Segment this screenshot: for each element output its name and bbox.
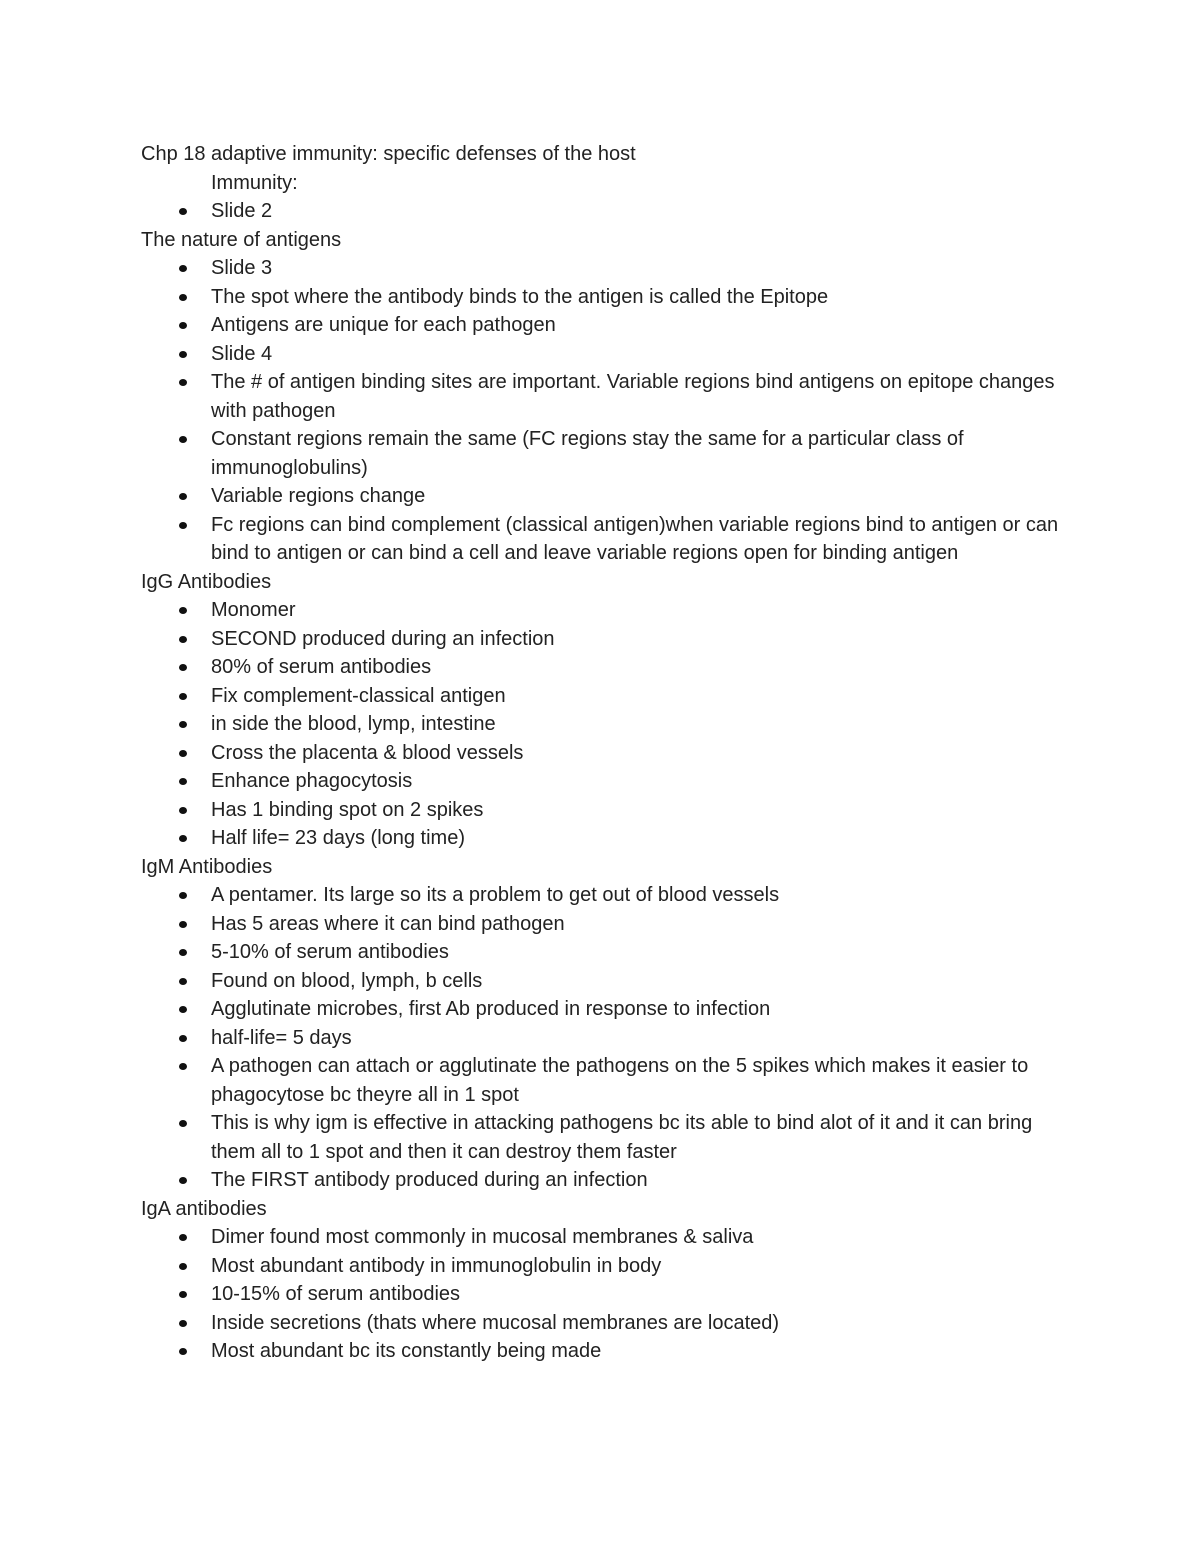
- bullet-icon: [179, 1348, 187, 1355]
- list-item: The # of antigen binding sites are important. Variable regions bind antigens on epitope changes with pathogen: [141, 368, 1061, 425]
- list-item: This is why igm is effective in attacking pathogens bc its able to bind alot of it and it can bring them all to 1 spot and then it can destroy them faster: [141, 1109, 1061, 1166]
- list-item: SECOND produced during an infection: [141, 625, 1061, 654]
- subtitle: Immunity:: [211, 171, 298, 194]
- list-item: 5-10% of serum antibodies: [141, 938, 1061, 967]
- bullet-icon: [179, 693, 187, 700]
- bullet-list: [141, 1223, 1061, 1366]
- bullet-list: [141, 254, 1061, 568]
- section-heading: IgM Antibodies: [141, 855, 273, 878]
- list-item: Most abundant bc its constantly being made: [141, 1337, 1061, 1366]
- bullet-icon: [179, 379, 187, 386]
- intro-bullet-list: [141, 197, 1061, 226]
- list-item: Variable regions change: [141, 482, 1061, 511]
- bullet-icon: [179, 1263, 187, 1270]
- bullet-icon: [179, 636, 187, 643]
- bullet-icon: [179, 892, 187, 899]
- bullet-icon: [179, 1320, 187, 1327]
- bullet-icon: [179, 949, 187, 956]
- bullet-list: [141, 596, 1061, 853]
- list-item: 80% of serum antibodies: [141, 653, 1061, 682]
- bullet-icon: [179, 607, 187, 614]
- bullet-icon: [179, 750, 187, 757]
- list-item: in side the blood, lymp, intestine: [141, 710, 1061, 739]
- list-item: Monomer: [141, 596, 1061, 625]
- bullet-icon: [179, 522, 187, 529]
- list-item: half-life= 5 days: [141, 1024, 1061, 1053]
- list-item: Dimer found most commonly in mucosal membranes & saliva: [141, 1223, 1061, 1252]
- bullet-icon: [179, 265, 187, 272]
- bullet-icon: [179, 978, 187, 985]
- list-item: Slide 2: [141, 197, 1061, 226]
- bullet-icon: [179, 1234, 187, 1241]
- bullet-icon: [179, 835, 187, 842]
- bullet-icon: [179, 294, 187, 301]
- list-item: Has 1 binding spot on 2 spikes: [141, 796, 1061, 825]
- list-item: Constant regions remain the same (FC regions stay the same for a particular class of immunoglobulins): [141, 425, 1061, 482]
- section-heading: IgA antibodies: [141, 1197, 267, 1220]
- bullet-icon: [179, 778, 187, 785]
- document-title: Chp 18 adaptive immunity: specific defenses of the host: [141, 143, 636, 165]
- list-item: Inside secretions (thats where mucosal membranes are located): [141, 1309, 1061, 1338]
- list-item: A pathogen can attach or agglutinate the pathogens on the 5 spikes which makes it easier to phagocytose bc theyre all in 1 spot: [141, 1052, 1061, 1109]
- list-item: Has 5 areas where it can bind pathogen: [141, 910, 1061, 939]
- bullet-icon: [179, 322, 187, 329]
- bullet-icon: [179, 1291, 187, 1298]
- list-item: Fix complement-classical antigen: [141, 682, 1061, 711]
- list-item: Fc regions can bind complement (classical antigen)when variable regions bind to antigen or can bind to antigen or can bind a cell and leave variable regions open for binding antigen: [141, 511, 1061, 568]
- list-item: Most abundant antibody in immunoglobulin in body: [141, 1252, 1061, 1281]
- bullet-icon: [179, 1006, 187, 1013]
- bullet-icon: [179, 436, 187, 443]
- list-item: Found on blood, lymph, b cells: [141, 967, 1061, 996]
- bullet-icon: [179, 721, 187, 728]
- document-page: [141, 140, 1061, 1366]
- list-item: Cross the placenta & blood vessels: [141, 739, 1061, 768]
- bullet-icon: [179, 807, 187, 814]
- bullet-icon: [179, 1120, 187, 1127]
- bullet-icon: [179, 664, 187, 671]
- list-item: Enhance phagocytosis: [141, 767, 1061, 796]
- list-item: Antigens are unique for each pathogen: [141, 311, 1061, 340]
- list-item: Half life= 23 days (long time): [141, 824, 1061, 853]
- list-item: Slide 4: [141, 340, 1061, 369]
- bullet-icon: [179, 351, 187, 358]
- list-item: 10-15% of serum antibodies: [141, 1280, 1061, 1309]
- sections-container: [141, 226, 1061, 1366]
- bullet-icon: [179, 493, 187, 500]
- section-heading: IgG Antibodies: [141, 570, 272, 593]
- list-item: The spot where the antibody binds to the antigen is called the Epitope: [141, 283, 1061, 312]
- bullet-icon: [179, 208, 187, 215]
- section-heading: The nature of antigens: [141, 228, 342, 251]
- list-item: A pentamer. Its large so its a problem to get out of blood vessels: [141, 881, 1061, 910]
- bullet-list: [141, 881, 1061, 1195]
- bullet-icon: [179, 921, 187, 928]
- bullet-icon: [179, 1063, 187, 1070]
- bullet-icon: [179, 1035, 187, 1042]
- list-item: Slide 3: [141, 254, 1061, 283]
- list-item: Agglutinate microbes, first Ab produced in response to infection: [141, 995, 1061, 1024]
- list-item: The FIRST antibody produced during an infection: [141, 1166, 1061, 1195]
- bullet-icon: [179, 1177, 187, 1184]
